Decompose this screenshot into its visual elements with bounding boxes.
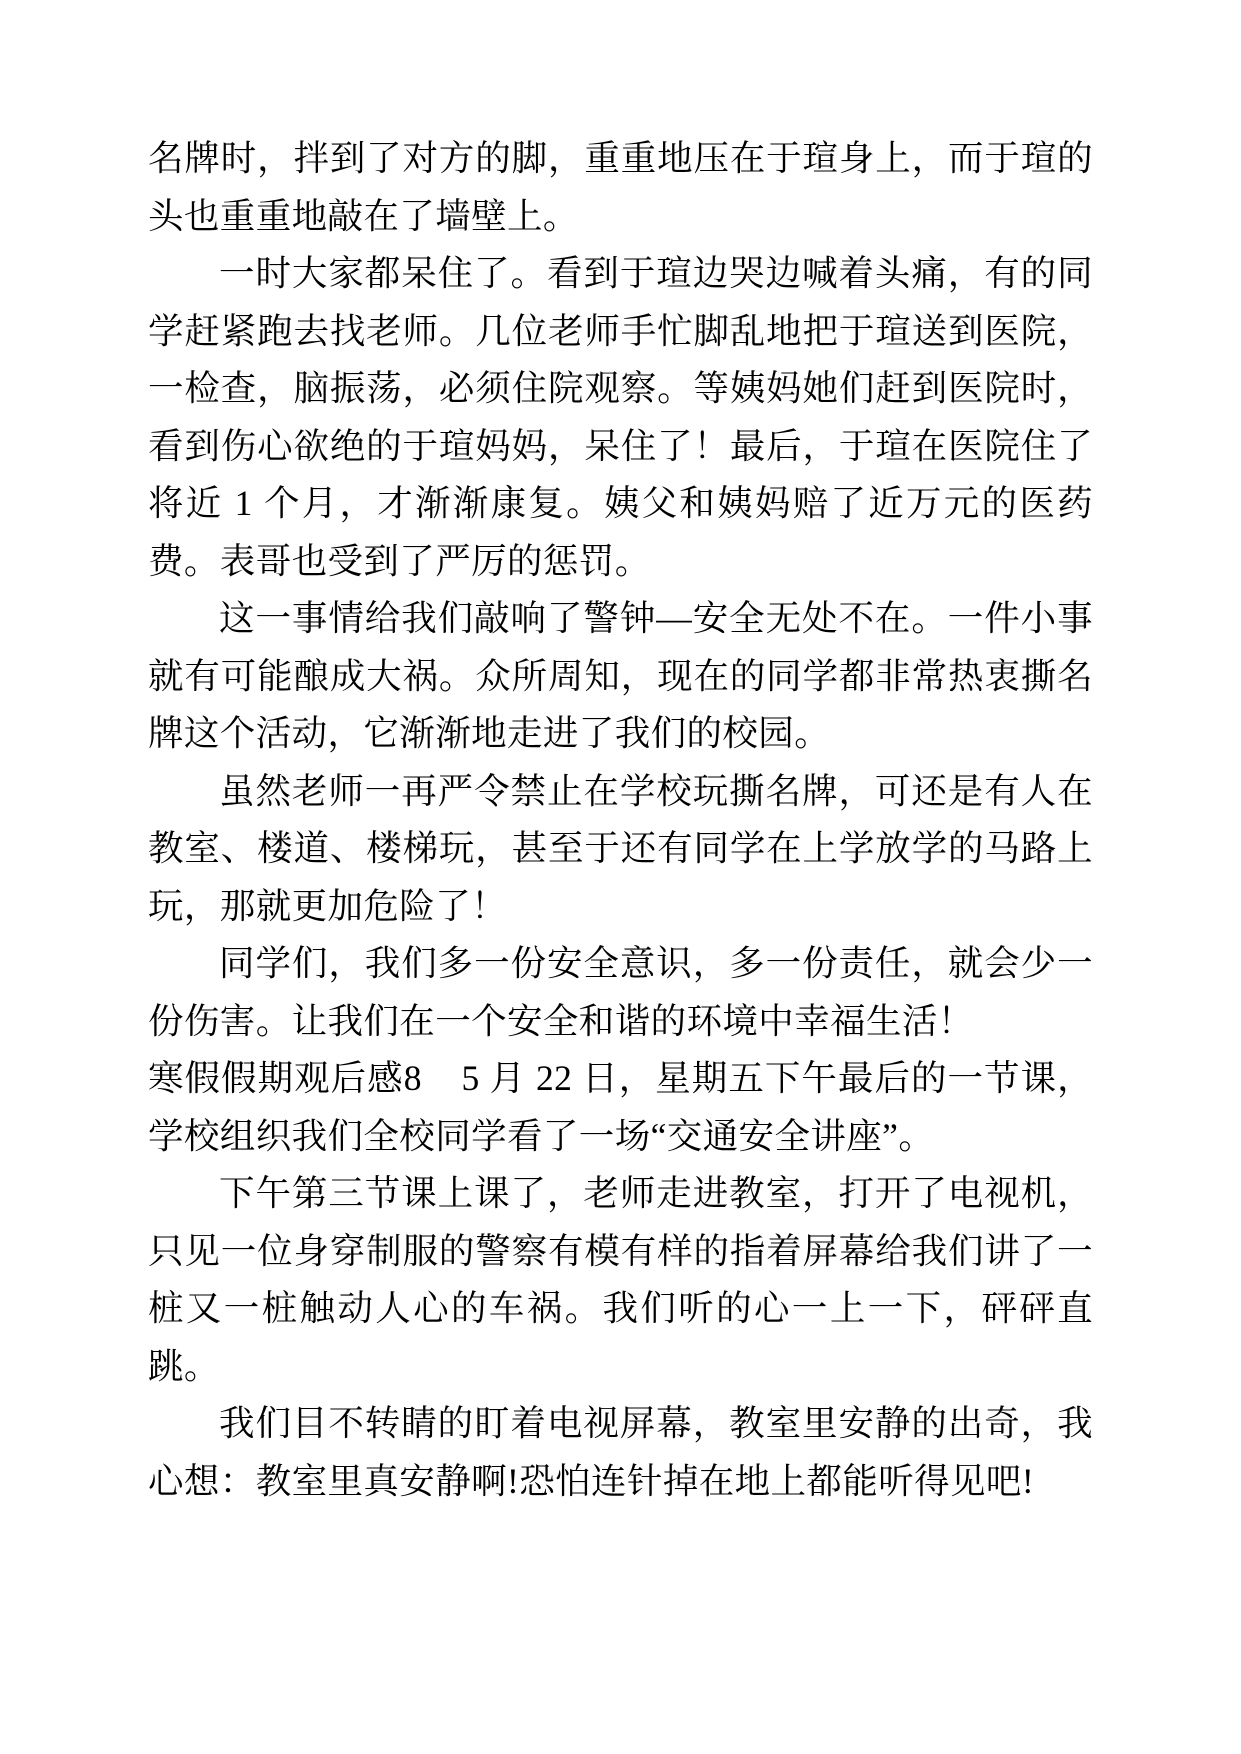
- paragraph: 这一事情给我们敲响了警钟—安全无处不在。一件小事就有可能酿成大祸。众所周知，现在的同学都非常热衷撕名牌这个活动，它渐渐地走进了我们的校园。: [148, 598, 1093, 753]
- paragraph: 我们目不转睛的盯着电视屏幕，教室里安静的出奇，我心想：教室里真安静啊!恐怕连针掉在地上都能听得见吧!: [148, 1403, 1093, 1501]
- paragraph: 名牌时，拌到了对方的脚，重重地压在于瑄身上，而于瑄的头也重重地敲在了墙壁上。: [148, 138, 1093, 236]
- paragraph: 同学们，我们多一份安全意识，多一份责任，就会少一份伤害。让我们在一个安全和谐的环境中幸福生活！: [148, 943, 1093, 1041]
- paragraph: 一时大家都呆住了。看到于瑄边哭边喊着头痛，有的同学赶紧跑去找老师。几位老师手忙脚乱地把于瑄送到医院，一检查，脑振荡，必须住院观察。等姨妈她们赶到医院时，看到伤心欲绝的于瑄妈妈，呆住了！最后，于瑄在医院住了将近 1 个月，才渐渐康复。姨父和姨妈赔了近万元的医药费。表哥也受到了严厉的惩罚。: [148, 253, 1093, 581]
- document-body: [148, 130, 1093, 1510]
- paragraph: 下午第三节课上课了，老师走进教室，打开了电视机，只见一位身穿制服的警察有模有样的指着屏幕给我们讲了一桩又一桩触动人心的车祸。我们听的心一上一下，砰砰直跳。: [148, 1173, 1093, 1386]
- paragraph-section-heading: 寒假假期观后感8 5 月 22 日，星期五下午最后的一节课，学校组织我们全校同学看了一场“交通安全讲座”。: [148, 1058, 1093, 1156]
- paragraph: 虽然老师一再严令禁止在学校玩撕名牌，可还是有人在教室、楼道、楼梯玩，甚至于还有同学在上学放学的马路上玩，那就更加危险了！: [148, 770, 1093, 926]
